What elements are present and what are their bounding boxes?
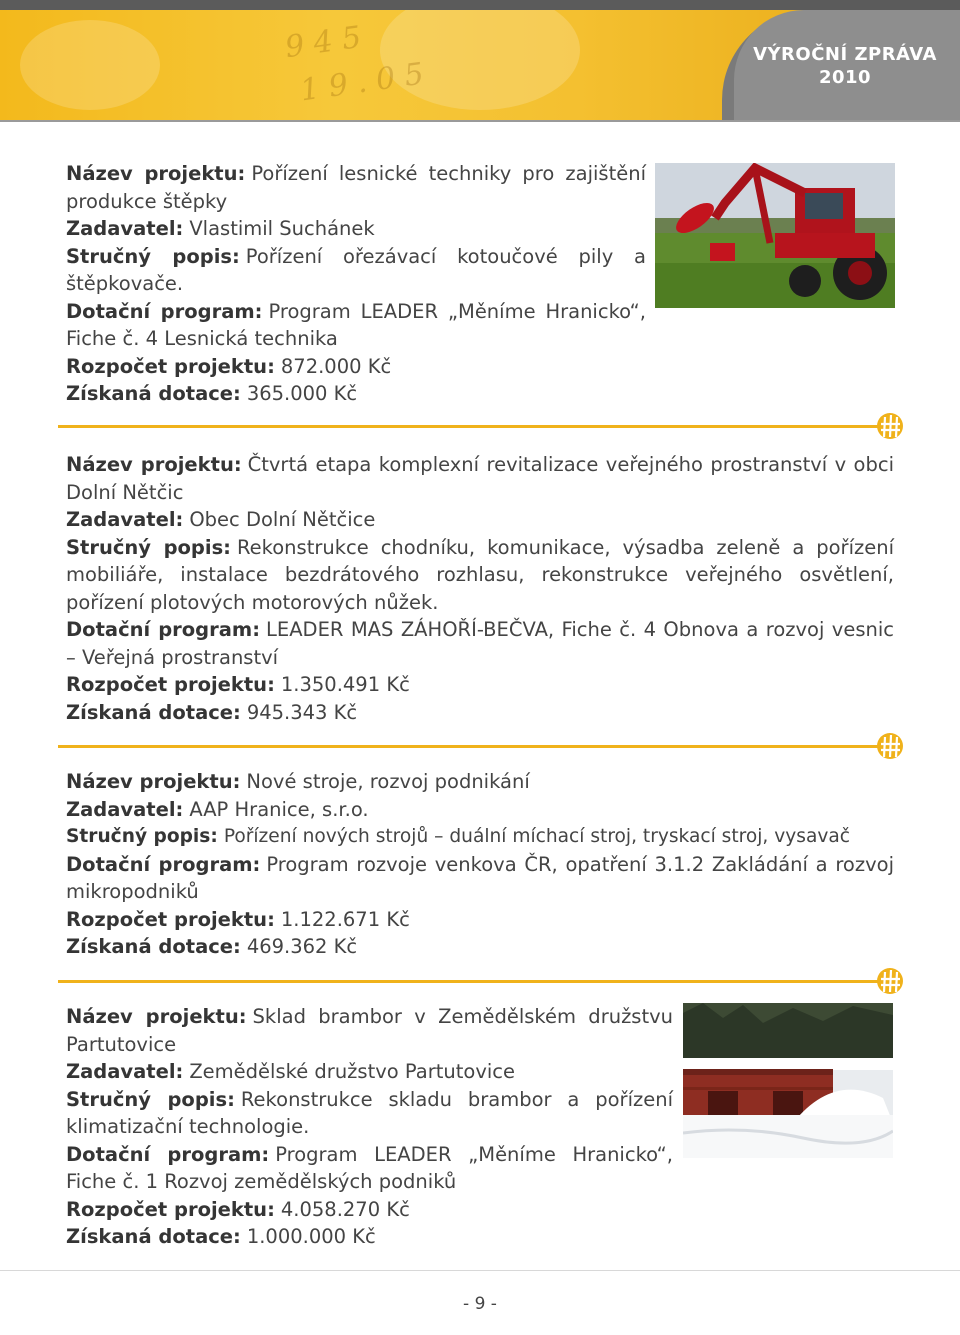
- grant-label: Získaná dotace:: [66, 1225, 241, 1248]
- submitter-label: Zadavatel:: [66, 797, 184, 821]
- program-label: Dotační program:: [66, 1142, 270, 1166]
- description-label: Stručný popis:: [66, 535, 231, 559]
- header-banner: 9 4 5 1 9 . 0 5: [0, 10, 960, 120]
- separator-line: [58, 980, 878, 983]
- project-name: Pořízení lesnické techniky pro zajištění produkce štěpky: [66, 162, 646, 213]
- top-strip: [0, 0, 960, 10]
- budget-label: Rozpočet projektu:: [66, 907, 275, 931]
- description: Rekonstrukce chodníku, komunikace, výsadba zeleně a pořízení mobiliáře, instalace bezdrátového rozhlasu, rekonstrukce veřejného osvětlení, pořízení plotových motorových nůžek.: [66, 535, 894, 614]
- hay-fork-icon: [876, 966, 904, 996]
- tractor-photo: [655, 163, 895, 308]
- budget: 1.350.491 Kč: [280, 673, 410, 696]
- project-3: [66, 768, 894, 961]
- grant: 365.000 Kč: [246, 382, 358, 405]
- budget-label: Rozpočet projektu:: [66, 354, 275, 378]
- budget: 872.000 Kč: [280, 354, 392, 378]
- footer-divider: [0, 1270, 960, 1271]
- report-title-line1: VÝROČNÍ ZPRÁVA: [753, 44, 937, 65]
- budget: 1.122.671 Kč: [280, 907, 410, 931]
- report-title-year: 2010: [818, 67, 872, 88]
- grant: 1.000.000 Kč: [246, 1225, 376, 1248]
- description: Rekonstrukce skladu brambor a pořízení klimatizační technologie.: [66, 1087, 673, 1138]
- grant-label: Získaná dotace:: [66, 700, 241, 724]
- page-number: - 9 -: [463, 1294, 497, 1314]
- description: Pořízení nových strojů – duální míchací stroj, tryskací stroj, vysavač: [223, 826, 850, 847]
- hay-fork-icon: [876, 731, 904, 761]
- grant-label: Získaná dotace:: [66, 382, 241, 405]
- submitter-label: Zadavatel:: [66, 1060, 184, 1083]
- grant: 469.362 Kč: [246, 935, 358, 958]
- program-label: Dotační program:: [66, 852, 261, 876]
- budget-label: Rozpočet projektu:: [66, 1197, 275, 1221]
- grant: 945.343 Kč: [246, 700, 358, 724]
- description-label: Stručný popis:: [66, 1087, 235, 1111]
- separator-line: [58, 425, 878, 428]
- project-4: [66, 1003, 673, 1251]
- project-name-label: Název projektu:: [66, 453, 242, 476]
- submitter: Vlastimil Suchánek: [189, 217, 375, 240]
- program: Program rozvoje venkova ČR, opatření 3.1.2 Zakládání a rozvoj mikropodniků: [66, 852, 894, 903]
- project-1: [66, 160, 646, 408]
- project-name-label: Název projektu:: [66, 770, 241, 793]
- submitter: Zemědělské družstvo Partutovice: [189, 1060, 515, 1083]
- program-label: Dotační program:: [66, 299, 263, 323]
- program-label: Dotační program:: [66, 618, 261, 641]
- submitter-label: Zadavatel:: [66, 508, 184, 531]
- program: Program LEADER „Měníme Hranicko“, Fiche č. 4 Lesnická technika: [66, 299, 646, 350]
- hay-fork-icon: [876, 411, 904, 441]
- report-title: [752, 43, 938, 89]
- project-name-label: Název projektu:: [66, 162, 246, 185]
- description-label: Stručný popis:: [66, 244, 240, 268]
- project-name: Nové stroje, rozvoj podnikání: [246, 770, 530, 793]
- program: LEADER MAS ZÁHOŘÍ-BEČVA, Fiche č. 4 Obnova a rozvoj vesnic – Veřejná prostranství: [66, 618, 894, 669]
- submitter-label: Zadavatel:: [66, 217, 184, 240]
- submitter: AAP Hranice, s.r.o.: [189, 797, 369, 821]
- budget-label: Rozpočet projektu:: [66, 673, 275, 696]
- header-divider: [0, 120, 960, 122]
- submitter: Obec Dolní Nětčice: [189, 508, 376, 531]
- warehouse-photo: [683, 1003, 893, 1158]
- grant-label: Získaná dotace:: [66, 935, 241, 958]
- project-name: Čtvrtá etapa komplexní revitalizace veřejného prostranství v obci Dolní Nětčic: [66, 453, 894, 504]
- separator-line: [58, 745, 878, 748]
- description: Pořízení ořezávací kotoučové pily a štěpkovače.: [66, 244, 646, 295]
- project-name-label: Název projektu:: [66, 1005, 247, 1028]
- program: Program LEADER „Měníme Hranicko“, Fiche č. 1 Rozvoj zemědělských podniků: [66, 1142, 673, 1193]
- project-2: [66, 451, 894, 726]
- project-name: Sklad brambor v Zemědělském družstvu Partutovice: [66, 1005, 674, 1056]
- budget: 4.058.270 Kč: [280, 1197, 410, 1221]
- description-label: Stručný popis:: [66, 826, 218, 847]
